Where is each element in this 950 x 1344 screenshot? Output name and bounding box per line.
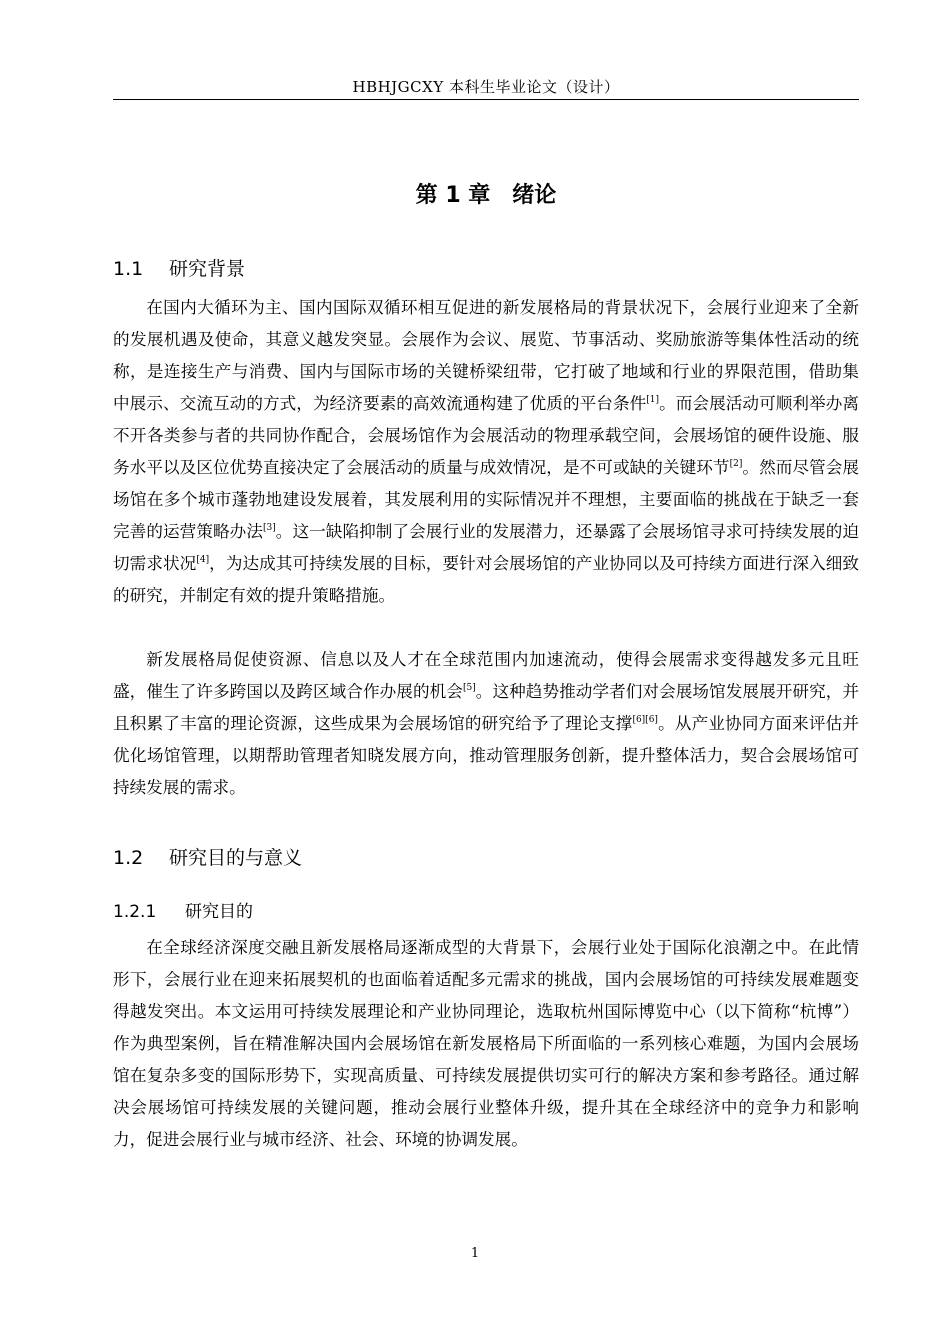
chapter-title: 第 1 章 绪论 xyxy=(415,183,557,208)
citation: [4] xyxy=(196,555,210,565)
citation: [6][6] xyxy=(632,715,658,725)
citation: [1] xyxy=(646,395,660,405)
subsection-title: 研究目的 xyxy=(185,902,253,922)
section-number: 1.2 xyxy=(113,847,144,869)
section-number: 1.1 xyxy=(113,258,144,280)
page-number: 1 xyxy=(470,1246,480,1261)
paragraph-purpose: 在全球经济深度交融且新发展格局逐渐成型的大背景下，会展行业处于国际化浪潮之中。在此情形下，会展行业在迎来拓展契机的也面临着适配多元需求的挑战，国内会展场馆的可持续发展难题变得越发突出。本文运用可持续发展理论和产业协同理论，选取杭州国际博览中心（以下简称“杭博”）作为典型案例，旨在精准解决国内会展场馆在新发展格局下所面临的一系列核心难题，为国内会展场馆在复杂多变的国际形势下，实现高质量、可持续发展提供切实可行的解决方案和参考路径。通过解决会展场馆可持续发展的关键问题，推动会展行业整体升级，提升其在全球经济中的竞争力和影响力，促进会展行业与城市经济、社会、环境的协调发展。 xyxy=(113,938,859,1149)
citation: [3] xyxy=(262,523,276,533)
section-title: 研究背景 xyxy=(169,258,246,280)
citation: [5] xyxy=(462,683,476,693)
page-header: HBHJGCXY 本科生毕业论文（设计） xyxy=(352,78,620,96)
paragraph-background-2: 新发展格局促使资源、信息以及人才在全球范围内加速流动，使得会展需求变得越发多元且旺盛，催生了许多跨国以及跨区域合作办展的机会[5]。这种趋势推动学者们对会展场馆发展展开研究，并且积累了丰富的理论资源，这些成果为会展场馆的研究给予了理论支撑[6][6]。从产业协同方面来评估并优化场馆管理，以期帮助管理者知晓发展方向，推动管理服务创新，提升整体活力，契合会展场馆可持续发展的需求。 xyxy=(113,650,860,797)
section-title: 研究目的与意义 xyxy=(169,847,303,869)
citation: [2] xyxy=(729,459,743,469)
header-rule xyxy=(113,99,859,100)
section-heading-1-2 xyxy=(113,843,302,870)
subsection-heading-1-2-1 xyxy=(113,897,253,922)
subsection-number: 1.2.1 xyxy=(113,902,157,922)
section-heading-1-1 xyxy=(113,254,245,281)
paragraph-background-1: 在国内大循环为主、国内国际双循环相互促进的新发展格局的背景状况下，会展行业迎来了全新的发展机遇及使命，其意义越发突显。会展作为会议、展览、节事活动、奖励旅游等集体性活动的统称，是连接生产与消费、国内与国际市场的关键桥梁纽带，它打破了地域和行业的界限范围，借助集中展示、交流互动的方式，为经济要素的高效流通构建了优质的平台条件[1]。而会展活动可顺利举办离不开各类参与者的共同协作配合，会展场馆作为会展活动的物理承载空间，会展场馆的硬件设施、服务水平以及区位优势直接决定了会展活动的质量与成效情况，是不可或缺的关键环节[2]。然而尽管会展场馆在多个城市蓬勃地建设发展着，其发展利用的实际情况并不理想，主要面临的挑战在于缺乏一套完善的运营策略办法[3]。这一缺陷抑制了会展行业的发展潜力，还暴露了会展场馆寻求可持续发展的迫切需求状况[4]，为达成其可持续发展的目标，要针对会展场馆的产业协同以及可持续方面进行深入细致的研究，并制定有效的提升策略措施。 xyxy=(113,298,860,605)
